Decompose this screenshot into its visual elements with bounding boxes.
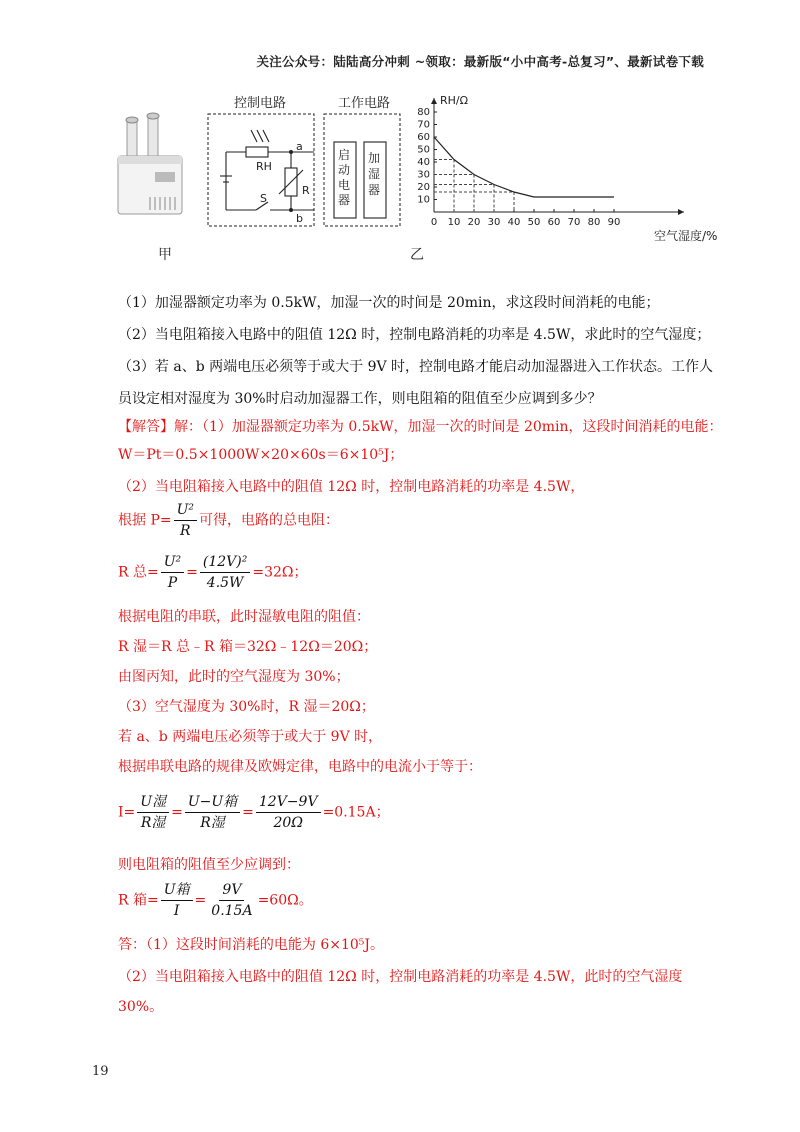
formula-current: I= $\frac{\text{U湿}}{\text{R湿}}$ = $\frac{\text{U−U箱}}{\text{R湿}}$ = $\frac{12V-9V}{20\Omega}$ =0.15A； [118, 794, 390, 831]
x-tick-label: 0 [430, 217, 438, 228]
x-tick-label: 60 [547, 217, 561, 228]
answer-line-16: （2）当电阻箱接入电路中的阻值 12Ω 时，控制电路消耗的功率是 4.5W，此时的空气湿度 [118, 969, 683, 985]
page-header: 关注公众号：陆陆高分冲刺 ~领取：最新版“小中高考-总复习”、最新试卷下载 [256, 54, 704, 69]
y-axis-label: RH/Ω [440, 94, 469, 107]
frac-den: 4.5W [206, 575, 244, 591]
formula-r-pre: R 总= [118, 564, 159, 581]
series-line-rh [434, 137, 614, 197]
frac-den: 0.15A [211, 903, 253, 919]
x-tick-label: 20 [467, 217, 481, 228]
frac-num: (12V)² [200, 552, 250, 573]
frac-den: R湿 [140, 815, 166, 831]
y-axis-arrow [431, 98, 437, 104]
x-tick-label: 50 [527, 217, 541, 228]
x-tick-label: 30 [487, 217, 501, 228]
frac-den: R [180, 523, 191, 539]
question-2: （2）当电阻箱接入电路中的阻值 12Ω 时，控制电路消耗的功率是 4.5W，求此时的空气湿度； [118, 327, 711, 343]
fraction-u2-p [161, 552, 184, 593]
question-3-line2: 员设定相对湿度为 30%时启动加湿器工作，则电阻箱的阻值至少应调到多少？ [118, 391, 602, 407]
answer-line-15: 答：（1）这段时间消耗的电能为 6×10⁵J。 [118, 937, 385, 953]
formula-rbox-post: =60Ω。 [257, 892, 313, 909]
frac-num: U箱 [161, 880, 193, 901]
x-tick-label: 80 [587, 217, 601, 228]
frac-num: U² [174, 500, 197, 521]
x-tick-label: 40 [507, 217, 521, 228]
answer-tag: 【解答】 [118, 419, 174, 435]
fraction-values [200, 552, 250, 593]
frac-den: 20Ω [273, 815, 303, 831]
fraction-u2-r [174, 500, 197, 541]
y-tick-label: 30 [417, 169, 430, 181]
formula-total-resistance: R 总= $\frac{\text{U²}}{P}$ = $\frac{\text{(12V)²}}{4.5W}$ =32Ω； [118, 554, 308, 591]
frac-den: R湿 [200, 815, 225, 831]
formula-box-resistance: R 箱= $\frac{\text{U箱}}{I}$ = $\frac{9V}{0.15A}$ =60Ω。 [118, 882, 313, 919]
answer-line-8: 由图丙知，此时的空气湿度为 30%； [118, 669, 350, 685]
question-1: （1）加湿器额定功率为 0.5kW，加湿一次的时间是 20min，求这段时间消耗的电能； [118, 295, 660, 311]
answer-text-1: 解：（1）加湿器额定功率为 0.5kW，加湿一次的时间是 20min，这段时间消耗的电能： [174, 419, 723, 435]
humidity-resistance-graph [410, 92, 730, 252]
answer-line-11: 根据串联电路的规律及欧姆定律，电路中的电流小于等于： [118, 759, 482, 775]
page-number: 19 [92, 1064, 109, 1079]
y-tick-label: 70 [417, 119, 430, 131]
label-yi: 乙 [410, 247, 424, 263]
answer-line-3: （2）当电阻箱接入电路中的阻值 12Ω 时，控制电路消耗的功率是 4.5W， [118, 479, 585, 495]
box-humidifier: 加湿器 [368, 151, 381, 197]
y-tick-label: 10 [417, 194, 430, 206]
label-s: S [260, 192, 267, 205]
y-tick-label: 60 [417, 132, 430, 143]
question-3-line1: （3）若 a、b 两端电压必须等于或大于 9V 时，控制电路才能启动加湿器进入工作状态。工作人 [118, 359, 714, 375]
formula-r-post: =32Ω； [252, 564, 308, 581]
x-tick-label: 90 [607, 217, 621, 228]
fraction-u-r [137, 792, 169, 833]
formula-power-post: 可得，电路的总电阻： [199, 512, 340, 529]
answer-line-9: （3）空气湿度为 30%时，R 湿＝20Ω； [118, 699, 375, 715]
frac-den: I [173, 903, 180, 919]
frac-num: 9V [219, 880, 244, 901]
formula-power-pre: 根据 P= [118, 512, 172, 529]
y-tick-label: 80 [417, 107, 430, 118]
y-tick-label: 50 [417, 144, 430, 156]
fraction-values-rbox [208, 880, 255, 921]
x-axis-arrow [678, 209, 684, 215]
frac-num: U² [161, 552, 184, 573]
work-circuit-title: 工作电路 [338, 96, 391, 111]
x-tick-label: 10 [447, 217, 461, 228]
box-start-device: 启动电器 [338, 148, 351, 207]
answer-line-1 [118, 414, 723, 440]
frac-num: U−U箱 [185, 792, 240, 813]
frac-den: P [167, 575, 178, 591]
y-tick-label: 40 [417, 157, 430, 168]
fraction-ubox-i [161, 880, 193, 921]
answer-line-10: 若 a、b 两端电压必须等于或大于 9V 时， [118, 729, 383, 745]
fraction-values-i [256, 792, 321, 833]
answer-line-7: R 湿＝R 总﹣R 箱＝32Ω﹣12Ω＝20Ω； [118, 639, 378, 655]
answer-line-17: 30%。 [118, 999, 164, 1015]
y-tick-label: 20 [417, 182, 430, 193]
figure [110, 92, 730, 267]
humidifier-image [110, 112, 190, 217]
label-a: a [296, 140, 303, 153]
formula-power [118, 500, 339, 541]
label-r: R [302, 184, 310, 197]
answer-line-6: 根据电阻的串联，此时湿敏电阻的阻值： [118, 609, 370, 625]
control-circuit-title: 控制电路 [234, 96, 287, 111]
label-rh: RH [256, 160, 272, 173]
answer-line-13: 则电阻箱的阻值至少应调到： [118, 857, 300, 873]
answer-line-2: W＝Pt＝0.5×1000W×20×60s＝6×10⁵J； [118, 447, 404, 463]
fraction-u-diff [185, 792, 240, 833]
formula-i-post: =0.15A； [322, 804, 390, 821]
formula-rbox-pre: R 箱= [118, 892, 159, 909]
x-axis-label: 空气湿度/% [654, 229, 718, 243]
frac-num: U湿 [137, 792, 169, 813]
frac-num: 12V−9V [256, 792, 321, 813]
label-b: b [296, 212, 303, 225]
x-tick-label: 70 [567, 217, 581, 228]
label-jia: 甲 [158, 247, 172, 263]
formula-i-pre: I= [118, 804, 136, 821]
